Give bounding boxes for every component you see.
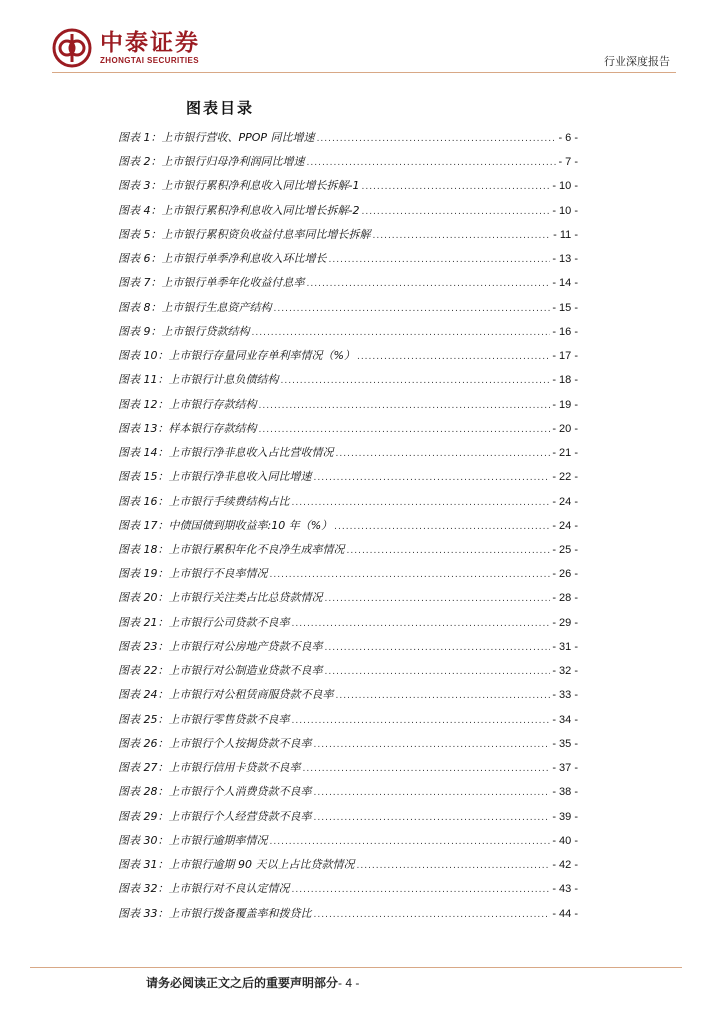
- toc-entry-label[interactable]: 图表 27：上市银行信用卡贷款不良率: [118, 761, 301, 775]
- footer-divider: [30, 967, 682, 968]
- toc-dot-leader: [307, 151, 557, 175]
- zhongtai-logo-icon: [52, 28, 92, 68]
- toc-entry-page[interactable]: - 40 -: [552, 834, 578, 847]
- toc-entry-page[interactable]: - 6 -: [558, 132, 578, 144]
- toc-entry-page[interactable]: - 10 -: [552, 180, 578, 193]
- toc-entry[interactable]: [118, 490, 578, 514]
- toc-entry-page[interactable]: - 13 -: [552, 253, 578, 266]
- toc-dot-leader: [356, 854, 550, 878]
- toc-dot-leader: [336, 442, 551, 466]
- toc-entry-page[interactable]: - 15 -: [552, 301, 578, 314]
- toc-entry-label[interactable]: 图表 31：上市银行逾期 90 天以上占比贷款情况: [118, 858, 355, 872]
- toc-entry-label[interactable]: 图表 15：上市银行净非息收入同比增速: [118, 470, 312, 484]
- toc-dot-leader: [314, 733, 551, 757]
- toc-dot-leader: [270, 563, 551, 587]
- toc-dot-leader: [361, 200, 550, 224]
- toc-dot-leader: [314, 903, 551, 927]
- toc-entry-page[interactable]: - 42 -: [552, 859, 578, 872]
- toc-dot-leader: [334, 515, 550, 539]
- toc-entry-label[interactable]: 图表 4：上市银行累积净利息收入同比增长拆解-2: [118, 203, 360, 217]
- toc-dot-leader: [314, 466, 551, 490]
- toc-entry[interactable]: [118, 393, 578, 417]
- toc-entry[interactable]: [118, 368, 578, 392]
- toc-entry-label[interactable]: 图表 16：上市银行手续费结构占比: [118, 494, 290, 508]
- toc-entry[interactable]: [118, 174, 578, 198]
- toc-entry[interactable]: [118, 417, 578, 441]
- toc-dot-leader: [361, 175, 550, 199]
- toc-entry-label[interactable]: 图表 14：上市银行净非息收入占比营收情况: [118, 446, 334, 460]
- toc-entry[interactable]: [118, 902, 578, 926]
- toc-entry-page[interactable]: - 21 -: [552, 447, 578, 460]
- toc-entry[interactable]: [118, 247, 578, 271]
- toc-entry[interactable]: [118, 199, 578, 223]
- toc-entry-page[interactable]: - 39 -: [552, 810, 578, 823]
- toc-entry-label[interactable]: 图表 29：上市银行个人经营贷款不良率: [118, 809, 312, 823]
- toc-entry[interactable]: [118, 344, 578, 368]
- toc-entry[interactable]: [118, 562, 578, 586]
- toc-dot-leader: [325, 636, 551, 660]
- toc-entry-page[interactable]: - 25 -: [552, 543, 578, 556]
- toc-dot-leader: [292, 878, 551, 902]
- page-header: [0, 0, 724, 80]
- toc-dot-leader: [259, 394, 551, 418]
- toc-entry[interactable]: [118, 441, 578, 465]
- toc-entry[interactable]: [118, 514, 578, 538]
- toc-entry-label[interactable]: 图表 32：上市银行对不良认定情况: [118, 882, 290, 896]
- toc-entry-page[interactable]: - 43 -: [552, 883, 578, 896]
- toc-entry-page[interactable]: - 18 -: [552, 374, 578, 387]
- toc-entry-label[interactable]: 图表 11：上市银行计息负债结构: [118, 373, 279, 387]
- toc-entry-label[interactable]: 图表 7：上市银行单季年化收益付息率: [118, 276, 305, 290]
- toc-entry[interactable]: [118, 538, 578, 562]
- company-logo: [52, 28, 200, 68]
- toc-entry-label[interactable]: 图表 20：上市银行关注类占比总贷款情况: [118, 591, 323, 605]
- toc-entry-label[interactable]: 图表 22：上市银行对公制造业贷款不良率: [118, 664, 323, 678]
- toc-entry-label[interactable]: 图表 30：上市银行逾期率情况: [118, 833, 268, 847]
- toc-entry-page[interactable]: - 11 -: [553, 228, 578, 241]
- toc-dot-leader: [307, 272, 551, 296]
- toc-dot-leader: [292, 491, 551, 515]
- footer-page-number: - 4 -: [338, 976, 360, 990]
- toc-entry[interactable]: [118, 853, 578, 877]
- toc-entry-label[interactable]: 图表 33：上市银行拨备覆盖率和拨贷比: [118, 906, 312, 920]
- toc-entry-label[interactable]: 图表 9：上市银行贷款结构: [118, 324, 250, 338]
- toc-entry[interactable]: [118, 296, 578, 320]
- toc-entry[interactable]: [118, 877, 578, 901]
- toc-entry-page[interactable]: - 17 -: [552, 350, 578, 363]
- toc-entry-page[interactable]: - 24 -: [552, 495, 578, 508]
- toc-entry-page[interactable]: - 22 -: [552, 471, 578, 484]
- toc-entry-label[interactable]: 图表 10：上市银行存量同业存单利率情况（%）: [118, 349, 355, 363]
- toc-entry-label[interactable]: 图表 8：上市银行生息资产结构: [118, 300, 272, 314]
- toc-entry[interactable]: [118, 659, 578, 683]
- toc-dot-leader: [336, 684, 551, 708]
- toc-entry[interactable]: [118, 586, 578, 610]
- toc-dot-leader: [274, 297, 551, 321]
- toc-entry-label[interactable]: 图表 2：上市银行归母净利润同比增速: [118, 155, 305, 169]
- toc-entry[interactable]: [118, 805, 578, 829]
- toc-entry-page[interactable]: - 28 -: [552, 592, 578, 605]
- toc-entry-page[interactable]: - 26 -: [552, 568, 578, 581]
- toc-dot-leader: [303, 757, 551, 781]
- toc-dot-leader: [281, 369, 551, 393]
- toc-entry-label[interactable]: 图表 5：上市银行累积资负收益付息率同比增长拆解: [118, 227, 371, 241]
- toc-entry-page[interactable]: - 32 -: [552, 665, 578, 678]
- toc-entry[interactable]: [118, 780, 578, 804]
- toc-entry-page[interactable]: - 33 -: [552, 689, 578, 702]
- toc-entry-label[interactable]: 图表 25：上市银行零售贷款不良率: [118, 712, 290, 726]
- toc-entry-page[interactable]: - 38 -: [552, 786, 578, 799]
- toc-entry[interactable]: [118, 683, 578, 707]
- toc-entry-page[interactable]: - 24 -: [552, 519, 578, 532]
- toc-entry-page[interactable]: - 35 -: [552, 737, 578, 750]
- toc-entry-label[interactable]: 图表 6：上市银行单季净利息收入环比增长: [118, 252, 327, 266]
- toc-dot-leader: [270, 830, 551, 854]
- logo-chinese-name: 中泰证券: [100, 29, 200, 56]
- toc-dot-leader: [292, 612, 551, 636]
- toc-dot-leader: [357, 345, 550, 369]
- toc-entry[interactable]: [118, 829, 578, 853]
- toc-title: 图表目录: [186, 99, 255, 117]
- report-type-label: 行业深度报告: [604, 55, 670, 68]
- toc-entry-label[interactable]: 图表 3：上市银行累积净利息收入同比增长拆解-1: [118, 179, 360, 193]
- toc-entry-label[interactable]: 图表 26：上市银行个人按揭贷款不良率: [118, 736, 312, 750]
- toc-entry-label[interactable]: 图表 21：上市银行公司贷款不良率: [118, 615, 290, 629]
- toc-entry-label[interactable]: 图表 17：中债国债到期收益率:10 年（%）: [118, 518, 333, 532]
- page-footer: [146, 974, 359, 991]
- toc-dot-leader: [325, 660, 551, 684]
- toc-dot-leader: [347, 539, 551, 563]
- toc-dot-leader: [259, 418, 551, 442]
- toc-dot-leader: [292, 709, 551, 733]
- toc-entry[interactable]: [118, 271, 578, 295]
- toc-entry[interactable]: [118, 150, 578, 174]
- toc-entry-label[interactable]: 图表 24：上市银行对公租赁商服贷款不良率: [118, 688, 334, 702]
- toc-entry-label[interactable]: 图表 18：上市银行累积年化不良净生成率情况: [118, 542, 345, 556]
- toc-entry-page[interactable]: - 44 -: [552, 907, 578, 920]
- toc-entry-page[interactable]: - 19 -: [552, 398, 578, 411]
- toc-dot-leader: [252, 321, 551, 345]
- toc-entry-label[interactable]: 图表 13：样本银行存款结构: [118, 421, 257, 435]
- toc-entry-label[interactable]: 图表 28：上市银行个人消费贷款不良率: [118, 785, 312, 799]
- toc-entry-page[interactable]: - 31 -: [552, 640, 578, 653]
- toc-entry[interactable]: [118, 732, 578, 756]
- toc-entry[interactable]: [118, 611, 578, 635]
- toc-entry-page[interactable]: - 20 -: [552, 422, 578, 435]
- toc-entry[interactable]: [118, 320, 578, 344]
- toc-dot-leader: [325, 587, 551, 611]
- toc-dot-leader: [317, 127, 557, 151]
- footer-disclaimer: 请务必阅读正文之后的重要声明部分: [146, 976, 339, 990]
- toc-entry-page[interactable]: - 29 -: [552, 616, 578, 629]
- toc-entry-label[interactable]: 图表 1：上市银行营收、PPOP 同比增速: [118, 131, 315, 144]
- toc-entry-page[interactable]: - 7 -: [558, 156, 578, 169]
- toc-entry-page[interactable]: - 16 -: [552, 325, 578, 338]
- toc-dot-leader: [314, 781, 551, 805]
- toc-dot-leader: [314, 806, 551, 830]
- toc-entry[interactable]: [118, 756, 578, 780]
- toc-dot-leader: [373, 224, 552, 248]
- toc-entry-page[interactable]: - 37 -: [552, 762, 578, 775]
- toc-entry[interactable]: [118, 223, 578, 247]
- toc-entry-label[interactable]: 图表 23：上市银行对公房地产贷款不良率: [118, 639, 323, 653]
- toc-entry-page[interactable]: - 10 -: [552, 204, 578, 217]
- header-divider: [52, 72, 676, 73]
- toc-entry[interactable]: [118, 635, 578, 659]
- toc-entry-page[interactable]: - 14 -: [552, 277, 578, 290]
- toc-dot-leader: [329, 248, 551, 272]
- toc-entry[interactable]: [118, 465, 578, 489]
- logo-english-name: ZHONGTAI SECURITIES: [100, 55, 200, 65]
- toc-entry[interactable]: [118, 708, 578, 732]
- toc-entry-label[interactable]: 图表 19：上市银行不良率情况: [118, 567, 268, 581]
- toc-entry-label[interactable]: 图表 12：上市银行存款结构: [118, 397, 257, 411]
- toc-entry-page[interactable]: - 34 -: [552, 713, 578, 726]
- toc-entry[interactable]: [118, 126, 578, 150]
- table-of-figures: [118, 126, 578, 926]
